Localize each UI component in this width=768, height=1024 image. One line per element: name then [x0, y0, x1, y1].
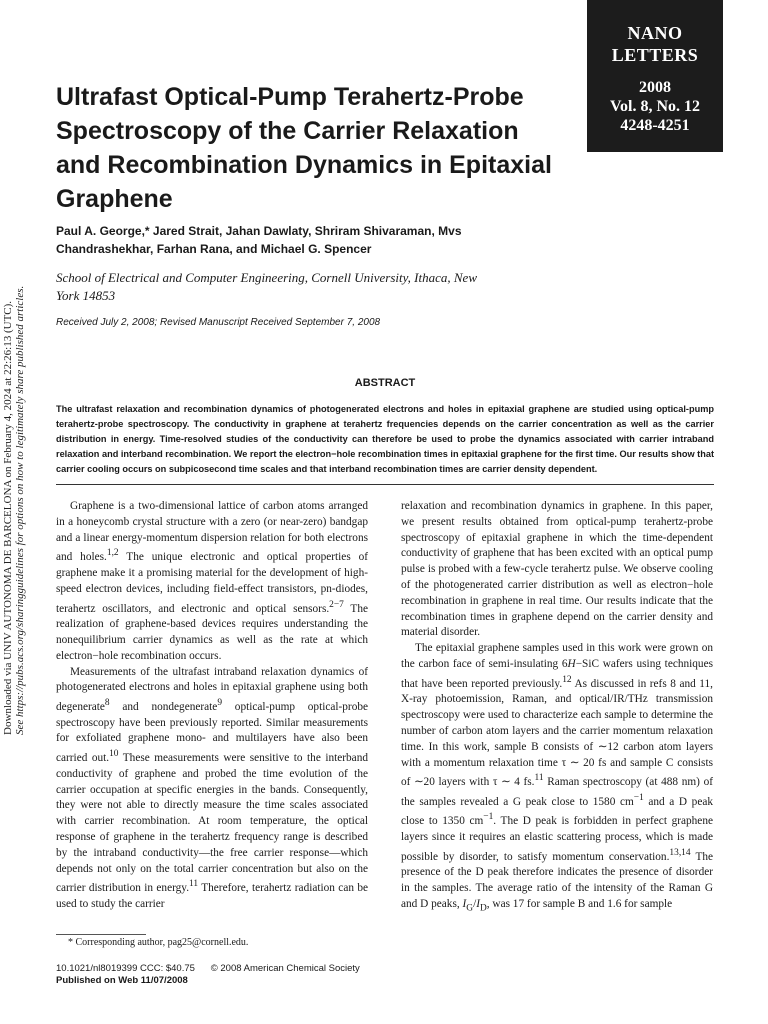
body-column-left [56, 499, 368, 913]
download-notice-line1: Downloaded via UNIV AUTONOMA DE BARCELONA on February 4, 2024 at 22:26:13 (UTC). [2, 300, 14, 735]
journal-name-line1: NANO [627, 23, 683, 43]
text-run: The presence of the D peak therefore indicates the presence of disorder in the samples. The average ratio of the intensity of the Raman G and D peaks, [401, 850, 714, 910]
text-run: H [567, 657, 576, 670]
subscript: G [466, 903, 474, 914]
text-run: / [473, 897, 477, 910]
citation-ref: 13,14 [669, 847, 691, 858]
affiliation: School of Electrical and Computer Engineering, Cornell University, Ithaca, New York 14853 [56, 270, 477, 303]
publication-info [56, 963, 456, 987]
superscript: −1 [633, 792, 644, 803]
author-list: Paul A. George,* Jared Strait, Jahan Dawlaty, Shriram Shivaraman, Mvs Chandrashekhar, Farhan Rana, and Michael G. Spencer [56, 224, 462, 256]
text-run: As discussed in refs 8 and 11, X-ray photoemission, Raman, and optical/IR/THz transmission spectroscopy were used to characterize each sample to determine the number of carbon atom layers and the carrier momentum relaxation time. In this work, sample B consists of ∼12 carbon atom layers with a momentum relaxation time τ ∼ 20 fs and sample C consists of ∼20 layers with τ ∼ 4 fs. [401, 677, 713, 789]
paragraph: relaxation and recombination dynamics in graphene. In this paper, we present results obtained from optical-pump terahertz-probe spectroscopy of epitaxial graphene in which the time-dependent conductivity of graphene that has been excited with an optical pump pulse is probed with a few-cycle terahertz pulse. We observe cooling of the photogenerated carrier distribution as well as electron−hole recombination in graphene in real time. Our results indicate that the recombination times in graphene depend on the carrier density and material disorder. [401, 500, 713, 639]
citation-ref: 8 [104, 698, 110, 709]
corresponding-author-note: * Corresponding author, pag25@cornell.edu. [68, 937, 249, 948]
paragraph [56, 665, 368, 913]
text-run: and nondegenerate [109, 700, 218, 713]
text-run: . The D peak is forbidden in perfect graphene layers since it requires an elastic scattering process, which is made possible by disorder, to satisfy momentum conservation. [401, 815, 713, 863]
citation-ref: 2−7 [329, 599, 344, 610]
download-notice-line2: See https://pubs.acs.org/sharingguidelines for options on how to legitimately share published articles. [14, 285, 26, 735]
citation-ref: 10 [109, 749, 119, 760]
abstract-text: The ultrafast relaxation and recombination dynamics of photogenerated electrons and holes in epitaxial graphene are studied using optical-pump terahertz-probe spectroscopy. The conductivity in graphene at terahertz frequencies depends on the carrier concentration as well as the carrier distribution in energy. Time-resolved studies of the conductivity can therefore be used to probe the dynamics associated with carrier intraband relaxation and interband recombination. We report the electron−hole recombination times in epitaxial graphene for the first time. Our results show that carrier cooling occurs on subpicosecond time scales and that interband recombination times are carrier density dependent. [56, 404, 714, 474]
body-column-right [401, 499, 713, 917]
text-run: and a D peak close to 1350 cm [401, 795, 713, 828]
article-title: Ultrafast Optical-Pump Terahertz-Probe Spectroscopy of the Carrier Relaxation and Recombination Dynamics in Epitaxial Graphene [56, 83, 552, 213]
download-notice [2, 285, 26, 735]
text-run: Raman spectroscopy (at 488 nm) of the samples revealed a G peak close to 1580 cm [401, 776, 714, 808]
text-run: The realization of graphene-based devices requires understanding the nonequilibrium carrier dynamics as well as the rate at which electron−hole recombination occurs. [56, 602, 368, 662]
footnote-divider [56, 934, 146, 935]
citation-ref: 11 [534, 773, 544, 784]
received-dates: Received July 2, 2008; Revised Manuscript Received September 7, 2008 [56, 317, 381, 328]
text-run: These measurements were sensitive to the interband conductivity of graphene and probed the time evolution of the carrier occupation at specific energies in the bands. Consequently, they were not able to directly measure the time scales associated with carrier recombination. At room temperature, the optical response of graphene in the terahertz frequency range is described by the intraband conductivity—the free carrier response—which depends not only on the total carrier concentration but also on the carrier distribution in energy. [56, 752, 368, 895]
text-run: , was 17 for sample B and 1.6 for sample [486, 897, 673, 910]
abstract-heading: ABSTRACT [354, 377, 416, 389]
journal-pages: 4248-4251 [620, 117, 690, 134]
citation-ref: 12 [562, 674, 572, 685]
paragraph [401, 641, 713, 917]
citation-ref: 9 [217, 698, 223, 709]
paragraph [56, 499, 368, 665]
journal-volume: Vol. 8, No. 12 [609, 98, 701, 115]
published-date: Published on Web 11/07/2008 [56, 975, 188, 986]
superscript: −1 [483, 812, 494, 823]
journal-name-line2: LETTERS [611, 45, 699, 65]
text-run: Measurements of the ultrafast intraband relaxation dynamics of photogenerated electrons and holes in epitaxial graphene using both degenerate [56, 665, 368, 713]
text-run: I [462, 897, 467, 910]
text-run: Graphene is a two-dimensional lattice of carbon atoms arranged in a honeycomb crystal structure with a zero (or near-zero) bandgap and a linear energy-momentum dispersion relation for both electrons and holes. [56, 500, 368, 564]
doi-line: 10.1021/nl8019399 CCC: $40.75 © 2008 American Chemical Society [56, 963, 360, 974]
journal-year: 2008 [639, 79, 671, 96]
citation-ref: 1,2 [106, 548, 119, 559]
text-run: −SiC wafers using techniques that have been reported previously. [401, 657, 713, 690]
text-run: optical-pump optical-probe spectroscopy have been previously reported. Similar measurements for exfoliated graphene mono- and multilayers have also been carried out. [56, 700, 369, 765]
text-run: Therefore, terahertz radiation can be used to study the carrier [56, 882, 368, 910]
section-divider [56, 484, 714, 485]
subscript: D [479, 903, 487, 914]
text-run: I [476, 897, 480, 910]
journal-badge [587, 0, 723, 152]
citation-ref: 11 [189, 879, 199, 890]
text-run: The unique electronic and optical properties of graphene make it a promising material for the development of high-speed electron devices, including field-effect transistors, pn-diodes, terahertz oscillators, and electronic and optical sensors. [56, 551, 368, 615]
text-run: The epitaxial graphene samples used in this work were grown on the carbon face of semi-insulating 6 [401, 642, 713, 670]
